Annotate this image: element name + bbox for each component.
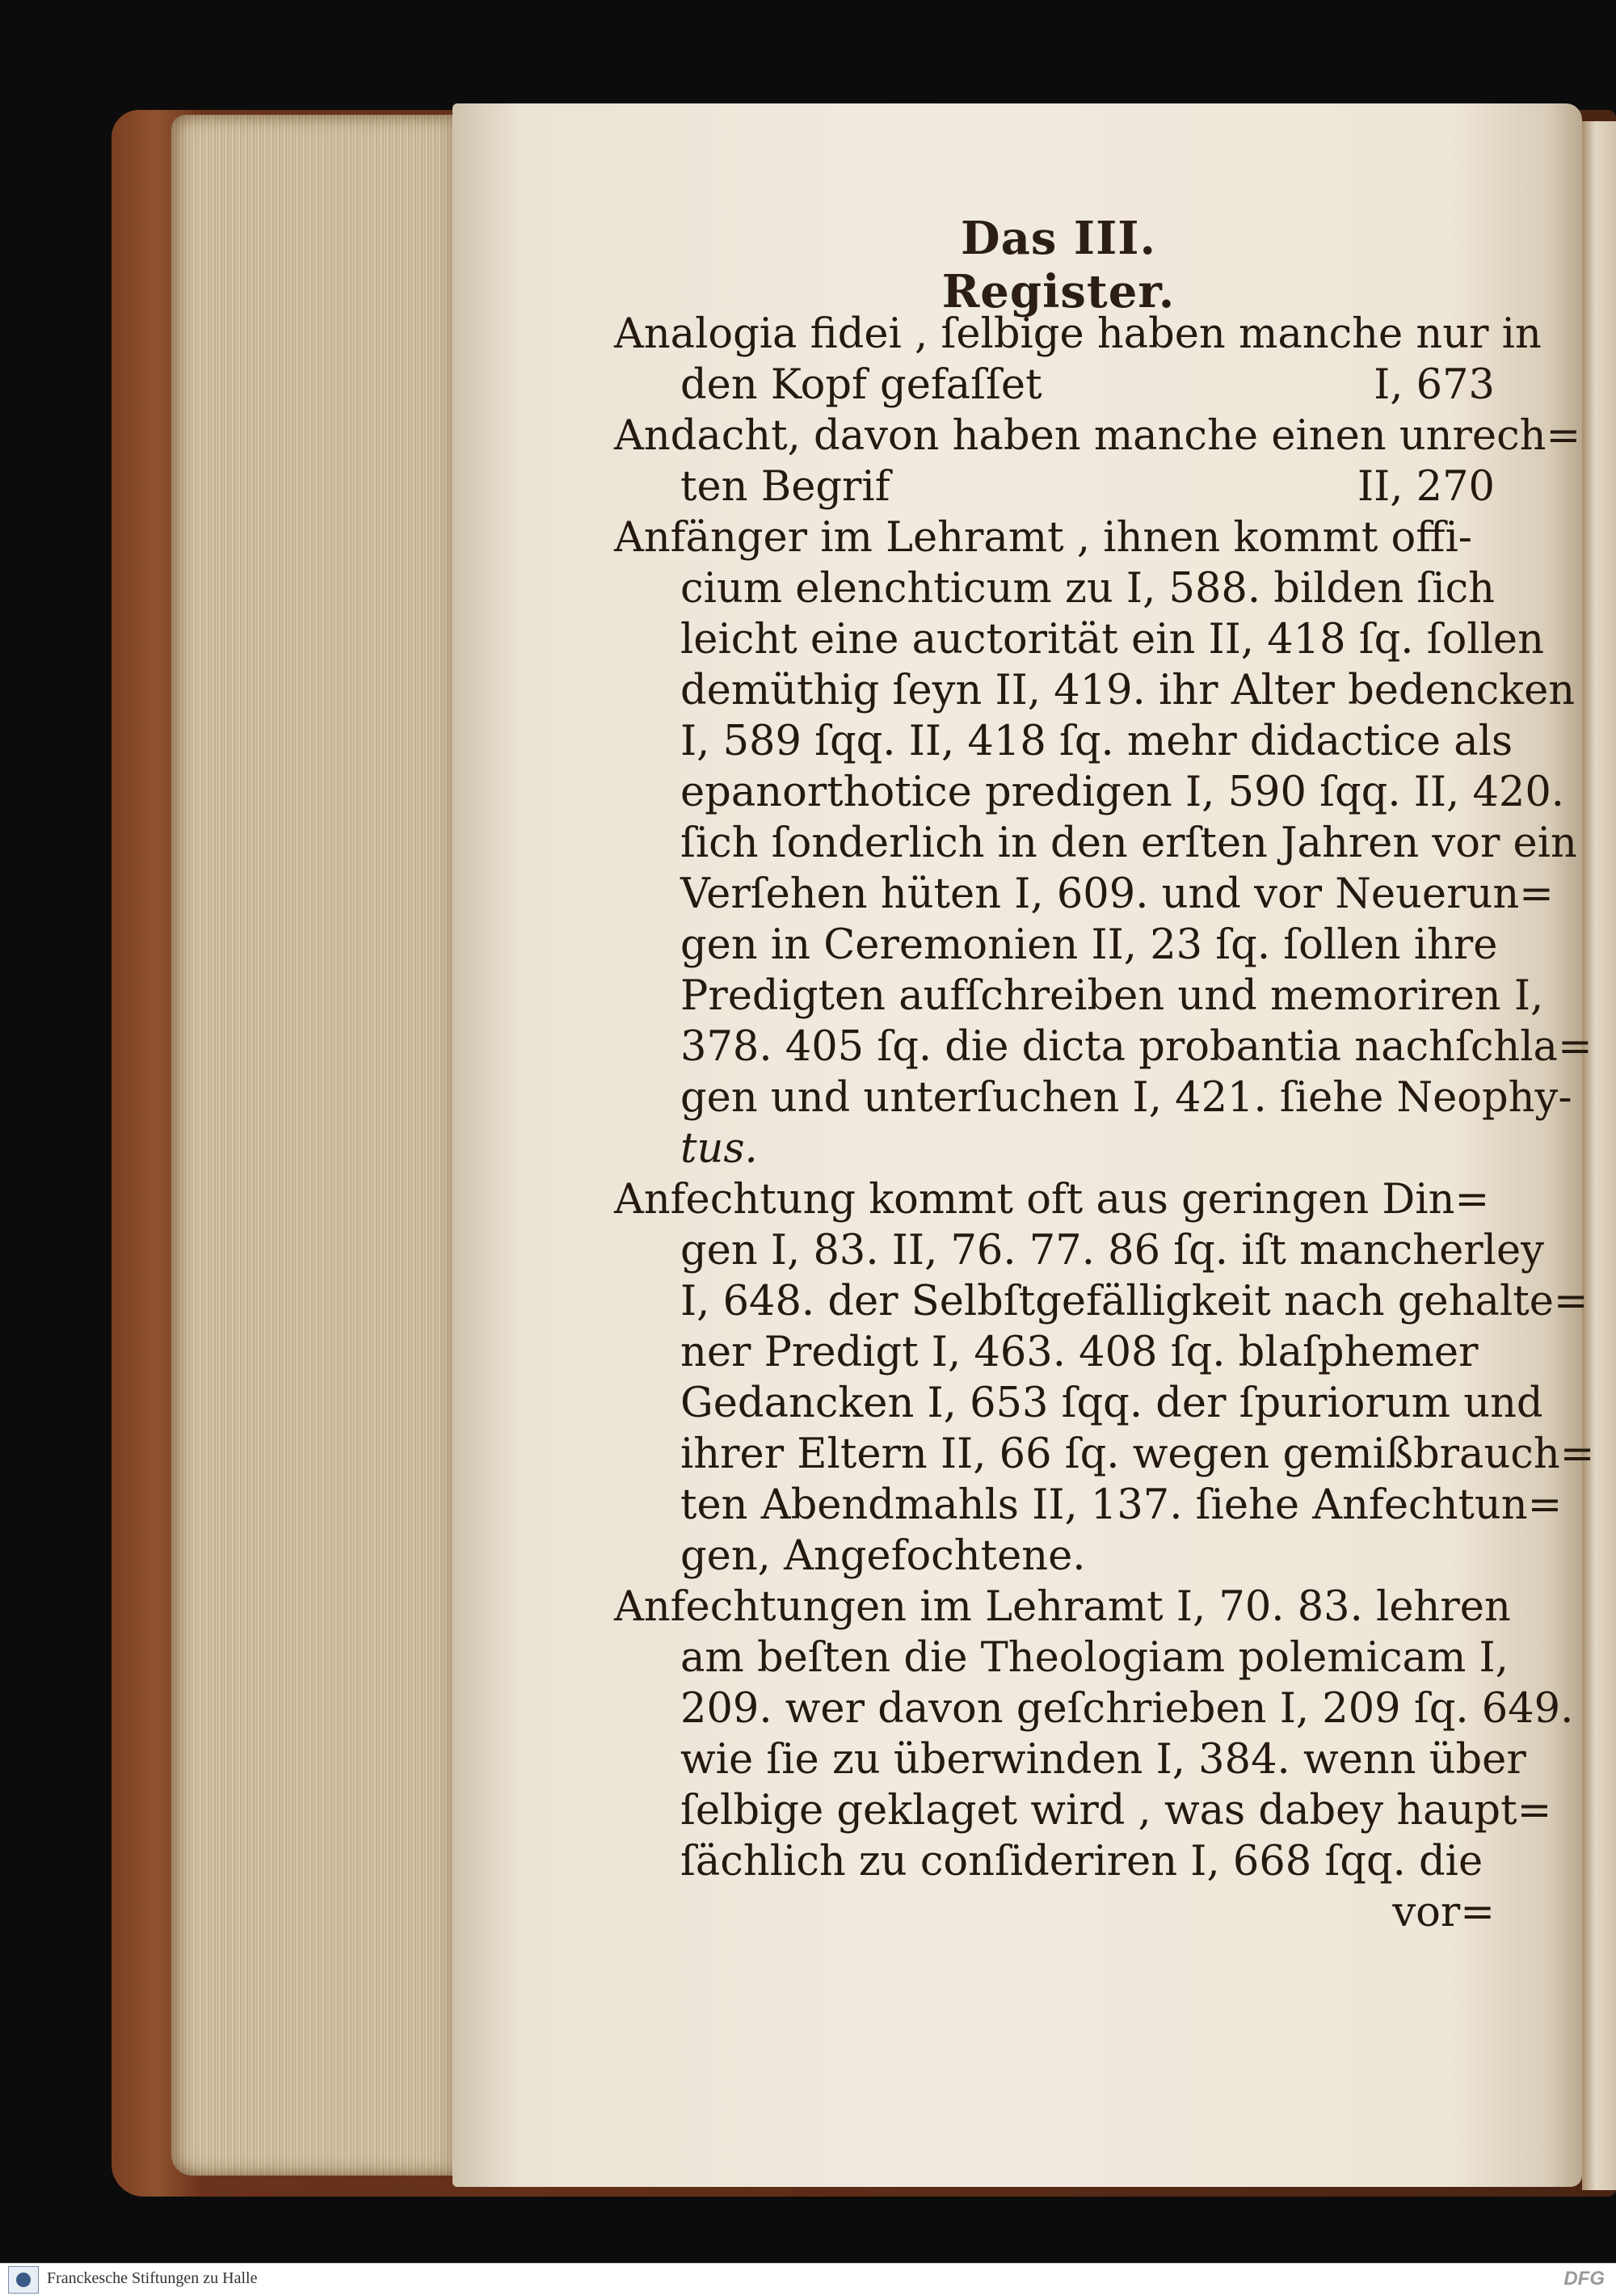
text-line: tus. [680, 1125, 758, 1173]
text-line: 378. 405 ſq. die dicta probantia nachſchla= [680, 1023, 1593, 1071]
text-line: wie ſie zu überwinden I, 384. wenn über [680, 1736, 1526, 1784]
text-line: am beſten die Theologiam polemicam I, [680, 1634, 1509, 1682]
institution-logo-icon [8, 2266, 39, 2294]
text-line: ner Predigt I, 463. 408 ſq. blaſphemer [680, 1329, 1479, 1376]
text-line: cium elenchticum zu I, 588. bilden ſich [680, 565, 1496, 613]
text-line: Gedancken I, 653 ſqq. der ſpuriorum und [680, 1380, 1543, 1427]
text-line: den Kopf gefaſſet I, 673 [680, 361, 1495, 409]
text-line: Anfechtung kommt oft aus geringen Din= [614, 1176, 1490, 1224]
text-line: Anfechtungen im Lehramt I, 70. 83. lehren [614, 1583, 1511, 1631]
page-header: Das III. Register. [941, 212, 1176, 318]
text-line: gen, Angefochtene. [680, 1532, 1086, 1580]
text-line: I, 648. der Selbſtgefälligkeit nach gehalte= [680, 1278, 1589, 1325]
text-line: ihrer Eltern II, 66 ſq. wegen gemißbrauch= [680, 1430, 1595, 1478]
text-line: ten Abendmahls II, 137. ſiehe Anfechtun= [680, 1481, 1563, 1529]
text-line: gen in Ceremonien II, 23 ſq. ſollen ihre [680, 921, 1498, 969]
catchword: vor= [1392, 1889, 1495, 1936]
text-line: epanorthotice predigen I, 590 ſqq. II, 420. [680, 769, 1565, 816]
text-line: demüthig ſeyn II, 419. ihr Alter bedencken [680, 667, 1576, 714]
text-line: Andacht, davon haben manche einen unrech= [614, 412, 1581, 460]
text-line: ten Begrif II, 270 [680, 463, 1495, 511]
text-line: ſelbige geklaget wird , was dabey haupt= [680, 1787, 1552, 1835]
text-line: gen und unterſuchen I, 421. ſiehe Neophy- [680, 1074, 1572, 1122]
text-line: gen I, 83. II, 76. 77. 86 ſq. iſt mancherley [680, 1227, 1544, 1274]
text-line: Anfänger im Lehramt , ihnen kommt offi- [614, 514, 1473, 562]
text-line: Verſehen hüten I, 609. und vor Neuerun= [680, 870, 1554, 918]
text-line: ſächlich zu conſideriren I, 668 ſqq. die [680, 1838, 1483, 1885]
text-line: I, 589 ſqq. II, 418 ſq. mehr didactice als [680, 718, 1513, 765]
text-line: Analogia fidei , ſelbige haben manche nur in [614, 310, 1542, 358]
text-line: Predigten aufſchreiben und memoriren I, [680, 972, 1544, 1020]
page-edges [171, 115, 462, 2176]
footer-credit: Franckesche Stiftungen zu Halle [47, 2269, 258, 2287]
register-text [614, 309, 1595, 1938]
text-line: leicht eine auctorität ein II, 418 ſq. ſollen [680, 616, 1544, 664]
text-line: ſich ſonderlich in den erſten Jahren vor ein [680, 819, 1577, 867]
text-line: 209. wer davon geſchrieben I, 209 ſq. 649. [680, 1685, 1574, 1733]
dfg-logo: DFG [1563, 2268, 1605, 2290]
facing-page-edge [1582, 121, 1616, 2190]
